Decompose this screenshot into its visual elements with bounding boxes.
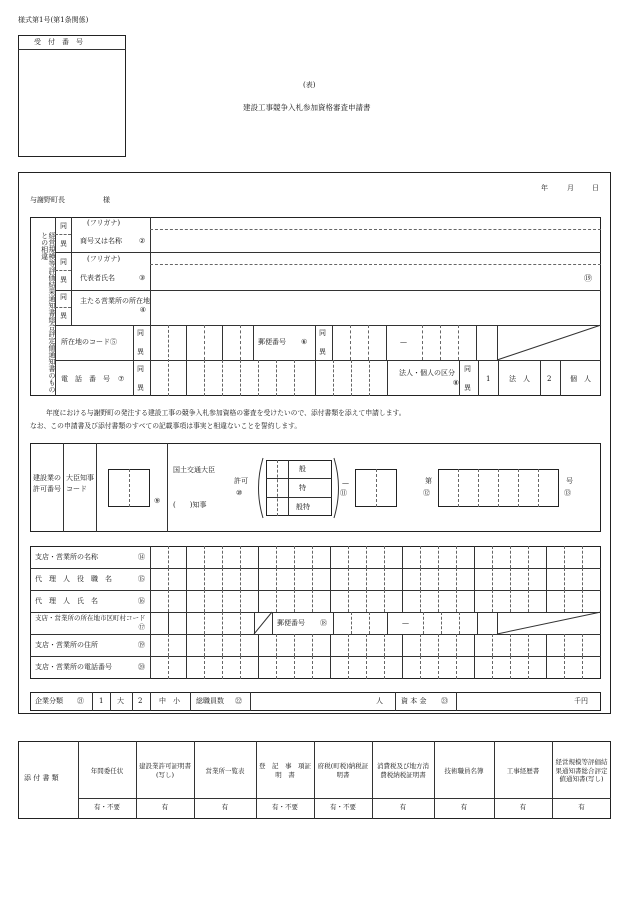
- grid-line: [330, 656, 331, 679]
- grid-line: [276, 568, 277, 590]
- grid-line: [384, 568, 385, 590]
- permit-dash: —: [342, 479, 349, 487]
- grid-line: [222, 590, 223, 612]
- grid-line: [294, 634, 295, 656]
- grid-line: [204, 634, 205, 656]
- grid-line: [582, 546, 583, 568]
- minister-code-label: 大臣知事コード: [66, 474, 94, 493]
- reception-box: [18, 35, 126, 157]
- grid-line: [222, 656, 223, 679]
- grid-line: [276, 656, 277, 679]
- grid-line: [474, 568, 475, 590]
- corp-opt1: 法 人: [509, 375, 530, 383]
- grid-line: [564, 634, 565, 656]
- phone-label: 電 話 番 号: [61, 375, 110, 383]
- main-office-text: 主たる営業所の所在地: [80, 297, 150, 305]
- grid-line: [402, 590, 403, 612]
- grid-line: [168, 656, 169, 679]
- permit-num13: ⑬: [564, 489, 571, 497]
- attachment-value[interactable]: 有・不要: [272, 803, 298, 811]
- corp-opt2-no: 2: [547, 375, 552, 383]
- grid-line: [546, 634, 547, 656]
- trade-name-label: 商号又は名称: [80, 237, 122, 245]
- permit-num9: ⑨: [154, 497, 161, 505]
- grid-line: [456, 546, 457, 568]
- branch-postal-num: ⑱: [320, 619, 327, 627]
- grid-line: [564, 546, 565, 568]
- form-number: 様式第1号(第1条関係): [18, 16, 89, 24]
- grid-line: [474, 590, 475, 612]
- grid-line: [456, 656, 457, 679]
- class-opt1-no: 1: [99, 697, 104, 705]
- corp-same: 同: [464, 365, 471, 373]
- grid-line: [168, 546, 169, 568]
- grid-line: [420, 590, 421, 612]
- agent-title-num: ⑮: [138, 575, 145, 583]
- date-day: 日: [592, 184, 599, 192]
- grid-line: [510, 634, 511, 656]
- grid-line: [420, 634, 421, 656]
- grid-line: [384, 656, 385, 679]
- attachment-name: 年間委任状: [90, 766, 124, 775]
- grid-line: [348, 634, 349, 656]
- same-2: 同: [60, 258, 67, 266]
- grid-line: [366, 590, 367, 612]
- grid-line: [258, 568, 259, 590]
- addressee-name: 与謝野町長: [30, 196, 65, 204]
- grid-line: [528, 656, 529, 679]
- grid-line: [492, 634, 493, 656]
- loc-diff: 異: [137, 348, 144, 356]
- grid-line: [348, 590, 349, 612]
- grid-line: [348, 546, 349, 568]
- grid-line: [384, 546, 385, 568]
- branch-name-num: ⑭: [138, 553, 145, 561]
- grid-line: [384, 590, 385, 612]
- grid-line: [240, 546, 241, 568]
- grid-line: [186, 546, 187, 568]
- phone-diff: 異: [137, 384, 144, 392]
- grid-line: [474, 634, 475, 656]
- grid-line: [456, 568, 457, 590]
- agent-title-label: 代 理 人 役 職 名: [35, 575, 112, 583]
- staff-num: ㉒: [235, 697, 242, 705]
- grid-line: [312, 590, 313, 612]
- grid-line: [366, 546, 367, 568]
- grid-line: [582, 568, 583, 590]
- date-month: 月: [567, 184, 574, 192]
- staff-label: 総職員数: [196, 697, 224, 705]
- branch-postal-label: 郵便番号: [277, 619, 305, 627]
- agent-name-num: ⑯: [138, 597, 145, 605]
- grid-line: [276, 546, 277, 568]
- grid-line: [546, 546, 547, 568]
- grid-line: [312, 568, 313, 590]
- corp-num: ⑧: [452, 378, 459, 387]
- grid-line: [582, 656, 583, 679]
- location-code-label: 所在地のコード⑤: [61, 338, 117, 346]
- grid-line: [168, 634, 169, 656]
- grid-line: [276, 590, 277, 612]
- grid-line: [528, 634, 529, 656]
- grid-line: [546, 590, 547, 612]
- attachment-value[interactable]: 有・不要: [330, 803, 356, 811]
- governor-label: ( )知事: [173, 501, 207, 509]
- grid-line: [294, 546, 295, 568]
- seal-mark: ⑲: [584, 274, 592, 283]
- same-1: 同: [60, 222, 67, 230]
- diff-1: 異: [60, 240, 67, 248]
- class-opt2-no: 2: [138, 697, 143, 705]
- postal-same: 同: [319, 329, 326, 337]
- corp-opt2: 個 人: [570, 375, 591, 383]
- city-code-label: [35, 614, 149, 632]
- corp-diff: 異: [464, 384, 471, 392]
- side-label: 経営規模等評価結果通知書総合評定値通知書のものとの相違: [40, 232, 56, 393]
- grid-line: [564, 656, 565, 679]
- grid-line: [348, 568, 349, 590]
- permit-go: 号: [566, 477, 573, 485]
- attachment-value[interactable]: 有: [399, 803, 407, 811]
- furigana-2: (フリガナ): [87, 255, 121, 263]
- grid-line: [366, 634, 367, 656]
- grid-line: [204, 590, 205, 612]
- grid-line: [276, 634, 277, 656]
- grid-line: [366, 656, 367, 679]
- page-title: 建設工事競争入札参加資格審査申請書: [243, 103, 371, 112]
- addressee-sama: 様: [103, 196, 110, 204]
- capital-num: ㉓: [441, 697, 448, 705]
- grid-line: [330, 546, 331, 568]
- company-class-label: 企業分類: [35, 697, 63, 705]
- staff-unit: 人: [376, 697, 383, 705]
- branch-address-label: 支店・営業所の住所: [35, 641, 98, 649]
- grid-line: [510, 656, 511, 679]
- attachment-value[interactable]: 有: [460, 803, 468, 811]
- reception-label: 受 付 番 号: [34, 38, 83, 46]
- kyoka-label: 許可: [234, 477, 248, 485]
- loc-same: 同: [137, 329, 144, 337]
- grid-line: [438, 546, 439, 568]
- grid-line: [258, 656, 259, 679]
- location-diagonal: [497, 325, 601, 360]
- permit-num11: ⑪: [340, 489, 347, 497]
- grid-line: [474, 546, 475, 568]
- diff-3: 異: [60, 312, 67, 320]
- grid-line: [186, 656, 187, 679]
- grid-line: [294, 590, 295, 612]
- capital-label: 資 本 金: [401, 697, 427, 705]
- grid-line: [258, 634, 259, 656]
- branch-name-label: 支店・営業所の名称: [35, 553, 98, 561]
- grid-line: [366, 568, 367, 590]
- grid-line: [240, 568, 241, 590]
- grid-line: [528, 590, 529, 612]
- attachment-name: 消費税及び地方消費税納税証明書: [377, 762, 429, 779]
- corp-opt1-no: 1: [486, 375, 491, 383]
- branch-phone-label: 支店・営業所の電話番号: [35, 663, 112, 671]
- attachment-value[interactable]: 有: [161, 803, 169, 811]
- permit-num10: ⑩: [236, 489, 243, 497]
- grid-line: [222, 568, 223, 590]
- grid-line: [312, 634, 313, 656]
- omote-label: (表): [303, 81, 316, 89]
- city-code-num: ⑰: [138, 622, 145, 631]
- grid-line: [258, 546, 259, 568]
- permit-num12: ⑫: [423, 489, 430, 497]
- corp-individual-text: 法人・個人の区分: [399, 369, 455, 377]
- city-code-diagonal: [254, 612, 272, 634]
- grid-line: [456, 634, 457, 656]
- branch-postal-diagonal: [497, 612, 601, 634]
- permit-ippan: 般: [299, 465, 306, 473]
- grid-line: [510, 568, 511, 590]
- permit-label: 建設業の許可番号: [33, 474, 61, 493]
- corp-individual-label: [399, 369, 459, 389]
- diff-2: 異: [60, 276, 67, 284]
- grid-line: [420, 656, 421, 679]
- attachment-name: 府税(町税)納税証明書: [317, 762, 369, 779]
- grid-line: [348, 656, 349, 679]
- grid-line: [492, 568, 493, 590]
- grid-line: [510, 546, 511, 568]
- grid-line: [168, 568, 169, 590]
- attachment-name: 営業所一覧表: [205, 766, 245, 775]
- attachment-value[interactable]: 有・不要: [94, 803, 120, 811]
- attachment-value[interactable]: 有: [578, 803, 585, 811]
- grid-line: [528, 568, 529, 590]
- furigana-1: (フリガナ): [87, 219, 121, 227]
- grid-line: [546, 656, 547, 679]
- grid-line: [564, 590, 565, 612]
- postal-num: ⑥: [301, 338, 308, 346]
- grid-line: [330, 568, 331, 590]
- grid-line: [564, 568, 565, 590]
- grid-line: [204, 546, 205, 568]
- trade-name-num: ②: [139, 237, 146, 245]
- grid-line: [582, 590, 583, 612]
- grid-line: [438, 568, 439, 590]
- main-office-label: [80, 297, 150, 316]
- class-opt1: 大: [117, 697, 124, 705]
- attachment-value[interactable]: 有: [519, 803, 527, 811]
- grid-line: [456, 590, 457, 612]
- grid-line: [402, 546, 403, 568]
- attachment-value[interactable]: 有: [221, 803, 229, 811]
- grid-line: [492, 590, 493, 612]
- grid-line: [402, 634, 403, 656]
- same-3: 同: [60, 293, 67, 301]
- grid-line: [168, 590, 169, 612]
- main-office-num: ④: [139, 306, 146, 315]
- branch-phone-num: ⑳: [138, 663, 145, 671]
- grid-line: [294, 568, 295, 590]
- statement-line1: 年度における与謝野町の発注する建設工事の競争入札参加資格の審査を受けたいので、添付書類を添えて申請します。: [46, 409, 406, 417]
- grid-line: [546, 568, 547, 590]
- postal-dash: —: [400, 338, 407, 346]
- grid-line: [402, 656, 403, 679]
- grid-line: [420, 546, 421, 568]
- right-paren: [333, 458, 343, 518]
- grid-line: [240, 634, 241, 656]
- attachment-name: 工事経歴書: [506, 766, 540, 775]
- grid-line: [330, 634, 331, 656]
- attachment-name: 技術職員名簿: [444, 766, 484, 775]
- grid-line: [204, 656, 205, 679]
- grid-line: [186, 634, 187, 656]
- company-row: [30, 692, 601, 711]
- grid-line: [438, 656, 439, 679]
- grid-line: [384, 634, 385, 656]
- attachment-name: 建設業許可証明書(写し): [139, 762, 191, 779]
- company-class-num: ㉑: [77, 697, 84, 705]
- statement-line2: なお、この申請書及び添付書類のすべての記載事項は事実と相違ないことを誓約します。: [30, 422, 302, 430]
- grid-line: [582, 634, 583, 656]
- grid-line: [510, 590, 511, 612]
- phone-num: ⑦: [118, 375, 125, 383]
- grid-line: [222, 634, 223, 656]
- grid-line: [186, 590, 187, 612]
- grid-line: [330, 590, 331, 612]
- grid-line: [438, 634, 439, 656]
- date-year: 年: [541, 184, 548, 192]
- grid-line: [258, 590, 259, 612]
- agent-name-label: 代 理 人 氏 名: [35, 597, 98, 605]
- postal-label: 郵便番号: [258, 338, 286, 346]
- grid-line: [186, 568, 187, 590]
- representative-label: 代表者氏名: [80, 274, 115, 282]
- attachment-name: 経営規模等評価結果通知書総合評定値通知書(写し): [555, 757, 608, 784]
- grid-line: [222, 546, 223, 568]
- mlit-label: 国土交通大臣: [173, 466, 215, 474]
- class-opt2: 中 小: [159, 697, 180, 705]
- phone-same: 同: [137, 365, 144, 373]
- grid-line: [438, 590, 439, 612]
- attachments-label: 添 付 書 類: [24, 774, 59, 782]
- city-code-text: 支店・営業所の所在地市区町村コード: [35, 614, 146, 622]
- postal-diff: 異: [319, 348, 326, 356]
- representative-num: ③: [139, 274, 146, 282]
- grid-line: [240, 590, 241, 612]
- grid-line: [294, 656, 295, 679]
- grid-line: [204, 568, 205, 590]
- grid-line: [492, 656, 493, 679]
- permit-hantoku: 般特: [296, 503, 310, 511]
- left-paren: [254, 458, 264, 518]
- permit-dai: 第: [425, 477, 432, 485]
- branch-postal-dash: —: [402, 619, 409, 627]
- grid-line: [402, 568, 403, 590]
- capital-unit: 千円: [574, 697, 588, 705]
- grid-line: [420, 568, 421, 590]
- grid-line: [528, 546, 529, 568]
- attachment-name: 登 記 事 項証 明 書: [259, 762, 318, 779]
- permit-toku: 特: [299, 484, 306, 492]
- grid-line: [312, 546, 313, 568]
- grid-line: [492, 546, 493, 568]
- branch-address-num: ⑲: [138, 641, 145, 649]
- grid-line: [474, 656, 475, 679]
- grid-line: [240, 656, 241, 679]
- grid-line: [312, 656, 313, 679]
